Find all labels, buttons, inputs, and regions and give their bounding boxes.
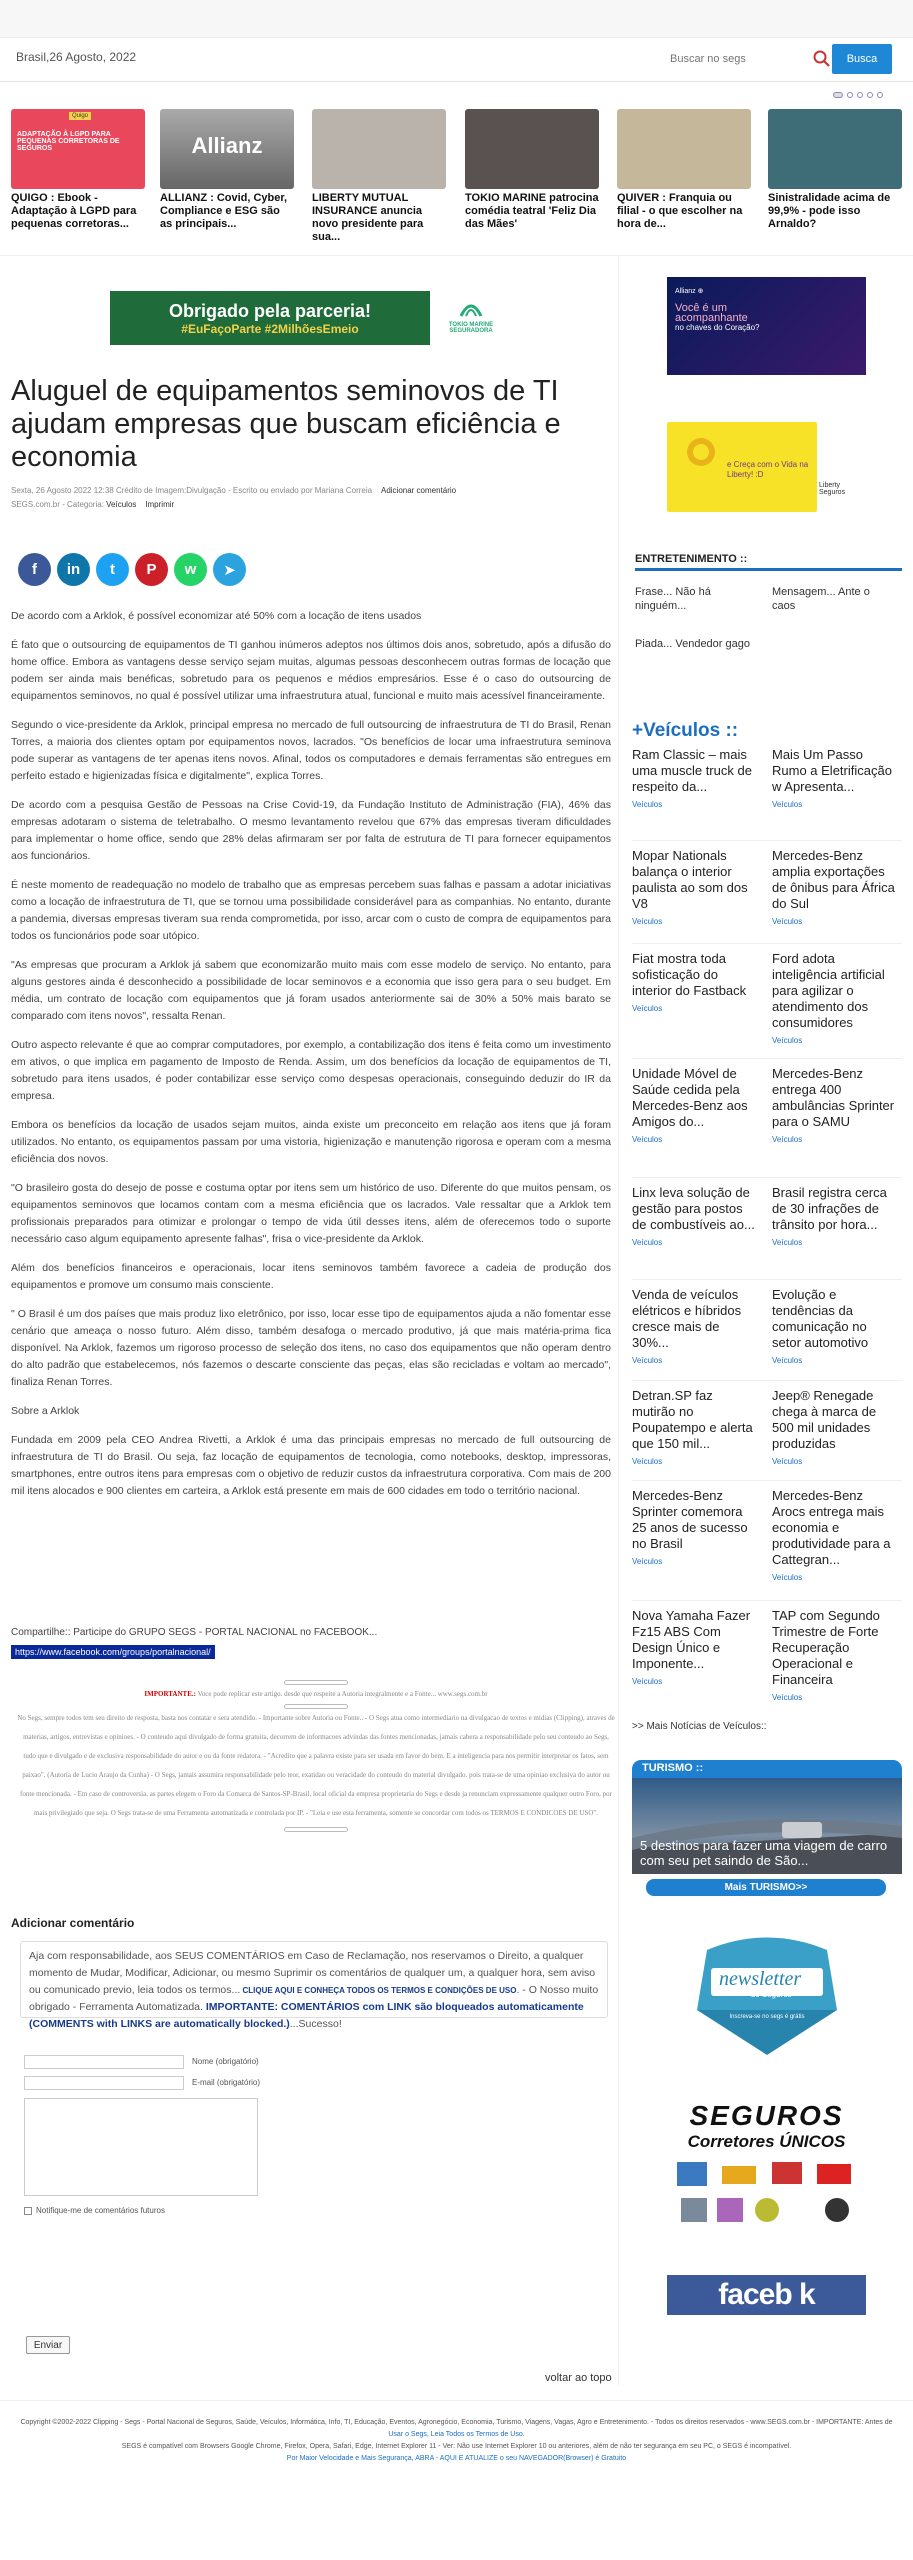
article-meta (11, 484, 611, 512)
name-field[interactable] (24, 2055, 184, 2069)
share-text: Participe do GRUPO SEGS - PORTAL NACIONAL no FACEBOOK... (70, 1627, 378, 1638)
article-paragraph: De acordo com a pesquisa Gestão de Pessoas na Crise Covid-19, da Fundação Instituto de Administração (FIA), 46% das empresas adotaram o sistema de teletrabalho. O mesmo levantamento revelou que 67% das empresas tiveram dificuldades para implementar o home office, sendo que 28% delas afirmaram ser por falta de estrutura de TI para fornecer equipamentos aos funcionários. (11, 799, 611, 862)
article-paragraph: " O Brasil é um dos países que mais produz lixo eletrônico, por isso, locar esse tipo de equipamentos ajuda a não fomentar esse cenário que ameaça o nosso futuro. Além disso, também desafoga o mercado produtivo, já que mais matéria-prima fica disponível. Na Arklok, fazemos um rigoroso processo de seleção dos itens, no caso dos equipamentos que não operam dentro do alto padrão que estabelecemos, nós fazemos o descarte consciente das peças, elas são recicladas e voltam ao mercado", finaliza Renan Torres. (11, 1308, 611, 1388)
comment-notice (20, 1941, 608, 2030)
slider-thumbnail[interactable] (768, 109, 902, 189)
vehicle-news-item[interactable] (772, 1488, 897, 1582)
vehicle-news-category[interactable]: Veículos (632, 1677, 663, 1686)
vehicle-news-title[interactable]: Mercedes-Benz amplia exportações de ônibus para África do Sul (772, 848, 895, 911)
terms-link[interactable]: CLIQUE AQUI E CONHEÇA TODOS OS TERMOS E CONDIÇÕES DE USO (240, 1986, 517, 1995)
vehicle-news-category[interactable]: Veículos (772, 1238, 803, 1247)
tourism-caption: 5 destinos para fazer uma viagem de carro com seu pet saindo de São... (640, 1838, 888, 1868)
vehicle-news-category[interactable]: Veículos (772, 1693, 803, 1702)
newsletter-title: newsletter (719, 1968, 802, 1990)
article-paragraph: Embora os benefícios da locação de usados sejam muitos, ainda existe um preconceito em relação aos itens que já foram utilizados. No entanto, os equipamentos passam por uma vistoria, higienização e manutenção rigorosa e operam com a mesma eficiência dos novos. (11, 1119, 611, 1165)
add-comment-heading: Adicionar comentário (11, 1916, 135, 1930)
share-line (11, 1627, 377, 1638)
vehicle-news-category[interactable]: Veículos (632, 1557, 663, 1566)
print-link[interactable]: Imprimir (145, 500, 175, 509)
vehicle-news-item[interactable] (772, 747, 897, 809)
share-bar (18, 553, 246, 586)
tourism-heading: TURISMO :: (632, 1760, 902, 1778)
vehicle-news-item[interactable] (632, 848, 757, 926)
search-button[interactable]: Busca (832, 44, 892, 74)
vehicle-news-item[interactable] (632, 1608, 757, 1686)
footer-terms-link[interactable]: Usar o Segs, Leia Todos os Termos de Uso. (388, 2431, 525, 2438)
more-tourism-button[interactable]: Mais TURISMO>> (646, 1879, 886, 1896)
email-field[interactable] (24, 2076, 184, 2090)
logo-icon (457, 296, 485, 320)
slider-thumbnail[interactable]: Allianz (160, 109, 294, 189)
article-paragraph: "O brasileiro gosta do desejo de posse e costuma optar por itens sem um histórico de uso. Diferente do que muitos pensam, os equipamentos seminovos que locamos contam com a mesma eficiência que os lacrados. Vale ressaltar que a Arklok tem profissionais preparados para otimizar e prolongar o tempo de vida útil desses itens, além de oferecemos todo o suporte necessário caso algum equipamento apresente falhas", frisa o vice-presidente da Arklok. (11, 1182, 611, 1245)
vehicle-news-title[interactable]: Mercedes-Benz entrega 400 ambulâncias Sprinter para o SAMU (772, 1066, 895, 1129)
email-label: E-mail (obrigatório) (192, 2078, 261, 2087)
slider-caption[interactable]: Sinistralidade acima de 99,9% - pode isso Arnaldo? (768, 192, 891, 230)
vehicle-news-title[interactable]: TAP com Segundo Trimestre de Forte Recuperação Operacional e Financeira (772, 1608, 880, 1687)
replicate-note: Voce pode replicar este artigo. desde que respeite a Autoria integralmente e a Fonte... www.segs.com.br (195, 1690, 488, 1698)
ad-text: e Creça com o Vida na Liberty! :D (727, 460, 809, 479)
vehicles-heading[interactable]: +Veículos :: (632, 720, 739, 741)
ad-line-3: no chaves do Coração? (675, 323, 760, 332)
divider (632, 1177, 902, 1178)
ad-line-2: acompanhante (675, 312, 748, 324)
divider (632, 1058, 902, 1059)
slider-item[interactable] (160, 109, 294, 231)
banner-hashtags: #EuFaçoParte #2MilhõesEmeio (181, 321, 359, 336)
divider (632, 943, 902, 944)
slider-pagination[interactable] (833, 92, 883, 98)
vehicle-news-title[interactable]: Detran.SP faz mutirão no Poupatempo e alerta que 150 mil... (632, 1388, 753, 1451)
twitter-icon[interactable]: t (96, 553, 129, 586)
slider-thumbnail[interactable] (312, 109, 446, 189)
top-bar (0, 0, 913, 38)
divider (0, 255, 913, 256)
header (0, 38, 913, 82)
vehicle-news-category[interactable]: Veículos (772, 1135, 803, 1144)
newsletter-subtitle: de Seguros (751, 1990, 792, 1999)
tourism-image[interactable] (632, 1778, 902, 1874)
divider (632, 840, 902, 841)
vehicle-news-title[interactable]: Linx leva solução de gestão para postos de combustíveis ao... (632, 1185, 755, 1232)
telegram-icon[interactable]: ➤ (213, 553, 246, 586)
slider-item[interactable] (768, 109, 902, 231)
slider-item[interactable] (11, 109, 145, 231)
article-paragraph: "As empresas que procuram a Arklok já sabem que economizarão muito mais com esse modelo de serviço. No entanto, para alguns gestores ainda é desconhecido a possibilidade de locar seminovos e a economia que isso gera para o seu budget. Em média, um contrato de locação com equipamentos que já foram usados anteriormente sai de 30% a 50% mais barato se comparado com itens novos", ressalta Renan. (11, 959, 611, 1022)
liberty-ad[interactable] (667, 422, 866, 512)
vehicle-news-item[interactable] (632, 1185, 757, 1247)
article-paragraph: Fundada em 2009 pela CEO Andrea Rivetti, a Arklok é uma das principais empresas no mercado de full outsourcing de infraestrutura de TI do Brasil. Ou seja, faz locação de equipamentos de tecnologia, como notebooks, desktop, impressoras, smartphones, entre outros itens para empresas com o objetivo de reduzir custos da infraestrutura corporativa. Com mais de 200 mil itens alocados e 900 clientes em carteira, a Arklok está presente em mais de 600 cidades em todo o território nacional. (11, 1434, 611, 1497)
slider-item[interactable] (617, 109, 751, 231)
comment-textarea[interactable] (24, 2098, 258, 2196)
divider (284, 1827, 348, 1832)
facebook-logo[interactable]: faceb k (667, 2275, 866, 2315)
site-category-label: SEGS.com.br - Categoria: (11, 500, 104, 509)
vehicle-news-title[interactable]: Mais Um Passo Rumo a Eletrificação w Apresenta... (772, 747, 892, 794)
current-date: Brasil,26 Agosto, 2022 (16, 50, 137, 64)
entertainment-item[interactable]: Frase... Não há ninguém... (635, 586, 711, 612)
slider-caption[interactable]: ALLIANZ : Covid, Cyber, Compliance e ESG são as principais... (160, 192, 288, 230)
notice-text-2: . - O Nosso muito obrigado - Ferramenta Automatizada. (29, 1984, 599, 2013)
back-to-top-link[interactable]: voltar ao topo (545, 2372, 612, 2384)
disclaimer-text: No Segs, sempre todos tem seu direito de resposta, basta nos contatar e sera atendido. - Importante sobre Autoria ou Fonte.. - O Segs atua como intermediario na divulgacao de textos e midias (Clipping), atraves de materias, artigos, entrevistas e opinioes. - O conteudo aqui divulgado de forma gratuita, decorrem de informacoes advindas das fontes mencionadas, jamais cabera a responsabilidade pelo seu conteudo ao Segs, tudo que e divulgado e de exclusiva responsabilidade do autor e ou da fonte redatora. - "Acredito que a palavra existe para ser usada em favor do bem. E a inteligencia para nos permitir interpretar os fatos, sem paixao". (Autoria de Lucio Araujo da Cunha) - O Segs, jamais assumira responsabilidade pelo teor, exatidao ou veracidade do conteudo do material divulgado. pois trata-se de uma opiniao exclusiva do autor ou fonte mencionada. - Em caso de controversia, as partes elegem o Foro da Comarca de Santos-SP-Brasil, local oficial da empresa proprietaria do Segs e desde ja renunciam expressamente qualquer outro Foro, por mais privilegiado que seja. O Segs trata-se de uma Ferramenta automatizada e controlada por IP. - "Leia e use esta ferramenta, somente se concordar com todos os TERMOS E CONDICOES DE USO". (17, 1714, 615, 1817)
article-title: Aluguel de equipamentos seminovos de TI ajudam empresas que buscam eficiência e economia (11, 375, 561, 473)
vehicle-news-category[interactable]: Veículos (632, 1238, 663, 1247)
slider-item[interactable] (312, 109, 446, 244)
slider-badge: Quigo (69, 112, 91, 120)
checkbox-icon[interactable] (24, 2207, 32, 2215)
allianz-ad[interactable] (667, 277, 866, 375)
vehicle-news-title[interactable]: Ram Classic – mais uma muscle truck de respeito da... (632, 747, 752, 794)
article-paragraph: É neste momento de readequação no modelo de trabalho que as empresas percebem suas falhas e passam a adotar iniciativas como a locação de infraestrutura de TI, que se tornou uma possibilidade considerável para as companhias. No entanto, durante a pandemia, diversas empresas tiveram sua renda comprometida, por isso, arcar com o custo de compra de equipamentos para todos os funcionários pode soar utópico. (11, 879, 611, 942)
notice-text-3: ...Sucesso! (289, 2018, 342, 2030)
vehicle-news-item[interactable] (772, 1388, 897, 1466)
corretores-subtitle: Corretores ÚNICOS (687, 2132, 846, 2151)
vehicle-news-category[interactable]: Veículos (632, 1135, 663, 1144)
vehicle-news-title[interactable]: Jeep® Renegade chega à marca de 500 mil unidades produzidas (772, 1388, 877, 1451)
article-date-credit: Sexta, 26 Agosto 2022 12:38 Crédito de Imagem:Divulgação - Escrito ou enviado por Mariana Correia (11, 486, 373, 495)
banner-ad[interactable] (110, 291, 430, 345)
vehicle-news-category[interactable]: Veículos (772, 1356, 803, 1365)
vehicle-news-title[interactable]: Nova Yamaha Fazer Fz15 ABS Com Design Único e Imponente... (632, 1608, 751, 1671)
vehicle-news-item[interactable] (632, 1066, 757, 1144)
linkedin-icon[interactable]: in (57, 553, 90, 586)
vehicle-news-category[interactable]: Veículos (772, 917, 803, 926)
corretores-ad[interactable] (667, 2100, 866, 2240)
whatsapp-icon[interactable]: w (174, 553, 207, 586)
vehicle-news-item[interactable] (772, 1185, 897, 1247)
facebook-icon[interactable]: f (18, 553, 51, 586)
vehicle-news-title[interactable]: Unidade Móvel de Saúde cedida pela Mercedes-Benz aos Amigos do... (632, 1066, 748, 1129)
article-paragraph: Além dos benefícios financeiros e operacionais, locar itens seminovos também favorece a cadeia de produção dos equipamentos e promove um consumo mais consciente. (11, 1262, 611, 1291)
banner-title: Obrigado pela parceria! (168, 300, 372, 321)
tokio-marine-logo[interactable] (446, 296, 496, 340)
article-body (11, 608, 611, 1512)
vehicle-news-item[interactable] (772, 951, 897, 1045)
vehicle-news-title[interactable]: Venda de veículos elétricos e híbridos cresce mais de 30%... (632, 1287, 742, 1350)
submit-button[interactable]: Enviar (26, 2336, 70, 2354)
divider (618, 255, 619, 2385)
vehicle-news-category[interactable]: Veículos (772, 1036, 803, 1045)
vehicle-news-title[interactable]: Ford adota inteligência artificial para agilizar o atendimento dos consumidores (772, 951, 885, 1030)
footer-compat: SEGS é compatível com Browsers Google Chrome, Firefox, Opera, Safari, Edge, Internet Explorer 11 - Ver: Não use Internet Explorer 10 ou anteriores, além de não ter segurança em seu PC, o SEGS é incompatível. (121, 2443, 792, 2450)
divider (632, 1380, 902, 1381)
vehicle-news-item[interactable] (632, 1488, 757, 1566)
vehicle-news-item[interactable] (632, 1287, 757, 1365)
search-input[interactable] (670, 46, 810, 72)
insurance-icons (667, 2152, 866, 2232)
vehicle-news-item[interactable] (772, 848, 897, 926)
vehicle-news-title[interactable]: Fiat mostra toda sofisticação do interior do Fastback (632, 951, 747, 998)
slider-thumbnail[interactable] (617, 109, 751, 189)
notify-label: Notifique-me de comentários futuros (36, 2206, 165, 2215)
vehicle-news-item[interactable] (772, 1608, 897, 1702)
article-paragraph: Sobre a Arklok (11, 1405, 80, 1417)
article-paragraph: É fato que o outsourcing de equipamentos de TI ganhou inúmeros adeptos nos últimos dois anos, sobretudo, após a difusão do home office. Embora as vantagens desse serviço sejam muitas, algumas pessoas desconhecem outras formas de locação que podem ser ainda mais benéficas, sobretudo para os pequenos e médios empresários. Esse é o caso do outsourcing de equipamentos seminovos, no qual é possível utilizar uma infraestrutura atual, funcional e muito mais acessível financeiramente. (11, 639, 611, 702)
vehicle-news-category[interactable]: Veículos (772, 800, 803, 809)
newsletter-note: Inscreva-se no segs é grátis (729, 2014, 805, 2020)
add-comment-link[interactable]: Adicionar comentário (380, 486, 457, 495)
vehicle-news-category[interactable]: Veículos (772, 1457, 803, 1466)
more-vehicles-link[interactable]: >> Mais Notícias de Veículos:: (632, 1721, 767, 1732)
slider-caption[interactable]: TOKIO MARINE patrocina comédia teatral 'Feliz Dia das Mães' (465, 192, 599, 230)
entertainment-item[interactable]: Mensagem... Ante o caos (772, 586, 870, 612)
ad-line-1: Você é um (675, 302, 727, 314)
slider-thumbnail[interactable]: ADAPTAÇÃO À LGPD PARA PEQUENAS CORRETORAS DE SEGUROS (11, 109, 145, 189)
notify-checkbox[interactable] (24, 2206, 165, 2215)
category-link[interactable]: Veículos (106, 500, 137, 509)
article-paragraph: Outro aspecto relevante é que ao comprar computadores, por exemplo, a contabilização dos itens é feita como um investimento em ativos, o que implica em pagamento de Imposto de Renda. Assim, um dos benefícios da locação de equipamentos de TI, sobretudo para itens usados, é poder contabilizar esse serviço como despesas operacionais, conseguindo deduzir do IR da empresa. (11, 1039, 611, 1102)
corretores-title: SEGUROS (689, 2100, 844, 2131)
facebook-group-link[interactable]: https://www.facebook.com/groups/portalnacional/ (11, 1645, 215, 1659)
slider-caption[interactable]: QUIVER : Franquia ou filial - o que escolher na hora de... (617, 192, 743, 230)
entertainment-item[interactable]: Piada... Vendedor gago (635, 638, 750, 650)
vehicle-news-category[interactable]: Veículos (632, 1457, 663, 1466)
search-icon[interactable] (812, 49, 832, 69)
slider-thumbnail[interactable] (465, 109, 599, 189)
slider-caption[interactable]: LIBERTY MUTUAL INSURANCE anuncia novo presidente para sua... (312, 192, 424, 243)
newsletter-ad[interactable] (667, 1930, 866, 2060)
vehicle-news-category[interactable]: Veículos (632, 800, 663, 809)
vehicle-news-title[interactable]: Mercedes-Benz Arocs entrega mais economia e produtividade para a Cattegran... (772, 1488, 891, 1567)
footer-copyright: Copyright ©2002-2022 Clipping - Segs - Portal Nacional de Seguros, Saúde, Veículos, Informática, Info, TI, Educação, Eventos, Agronegócio, Economia, Turismo, Viagens, Vagas, Agro e Entretenimento. - Todos os direitos reservados - www.SEGS.com.br - IMPORTANTE: Antes de (20, 2419, 893, 2426)
divider (632, 1480, 902, 1481)
vehicle-news-category[interactable]: Veículos (632, 917, 663, 926)
footer-browser-link[interactable]: Por Maior Velocidade e Mais Segurança, ABRA - AQUI E ATUALIZE o seu NAVEGADOR(Browser) é Gratuito (286, 2455, 627, 2462)
vehicle-news-item[interactable] (632, 747, 757, 809)
divider (632, 1279, 902, 1280)
vehicle-news-title[interactable]: Mopar Nationals balança o interior paulista ao som dos V8 (632, 848, 748, 911)
notice-text: Aja com responsabilidade, aos SEUS COMENTÁRIOS em Caso de Reclamação, nos reservamos o Direito, a qualquer momento de Mudar, Modificar, Adicionar, ou mesmo Suprimir os comentários de qualquer um, a qualquer hora, sem aviso ou comunicado previo, leia todos os termos... (29, 1950, 596, 1996)
vehicle-news-title[interactable]: Brasil registra cerca de 30 infrações de trânsito por hora... (772, 1185, 887, 1232)
article-paragraph: Segundo o vice-presidente da Arklok, principal empresa no mercado de full outsourcing de infraestrutura de TI do Brasil, Renan Torres, a maioria dos clientes optam por equipamentos novos, lacrados. "Os benefícios de locar uma infraestrutura seminova pode superar as vantagens de ter apenas itens novos. Afinal, todos os computadores e demais ferramentas são entregues em perfeito estado e higienizadas física e digitalmente", explica Torres. (11, 719, 611, 782)
vehicle-news-category[interactable]: Veículos (632, 1356, 663, 1365)
liberty-logo: Liberty Seguros (819, 482, 846, 496)
vehicle-news-title[interactable]: Mercedes-Benz Sprinter comemora 25 anos de sucesso no Brasil (632, 1488, 748, 1551)
disclaimer (16, 1680, 616, 1832)
vehicle-news-category[interactable]: Veículos (772, 1573, 803, 1582)
vehicle-news-item[interactable] (632, 1388, 757, 1466)
footer (0, 2400, 913, 2560)
ad-brand: Allianz ⊕ (675, 288, 704, 295)
divider (632, 1600, 902, 1601)
article-paragraph: De acordo com a Arklok, é possível economizar até 50% com a locação de itens usados (11, 610, 422, 622)
slider-item[interactable] (465, 109, 599, 231)
share-label: Compartilhe:: (11, 1627, 71, 1638)
name-label: Nome (obrigatório) (192, 2057, 259, 2066)
important-label: IMPORTANTE.: (144, 1690, 196, 1698)
vehicle-news-category[interactable]: Veículos (632, 1004, 663, 1013)
vehicle-news-title[interactable]: Evolução e tendências da comunicação no setor automotivo (772, 1287, 869, 1350)
link-warning: IMPORTANTE: COMENTÁRIOS com LINK são bloqueados automaticamente (COMMENTS with LINKS are automatically blocked.) (29, 2001, 584, 2030)
logo-text: TOKIO MARINE SEGURADORA (448, 322, 494, 334)
slider-caption[interactable]: QUIGO : Ebook - Adaptação à LGPD para pequenas corretoras... (11, 192, 137, 230)
pinterest-icon[interactable]: P (135, 553, 168, 586)
vehicle-news-item[interactable] (632, 951, 757, 1013)
vehicle-news-item[interactable] (772, 1287, 897, 1365)
sun-icon (681, 432, 721, 472)
entertainment-heading: ENTRETENIMENTO :: (635, 553, 902, 571)
vehicle-news-item[interactable] (772, 1066, 897, 1144)
